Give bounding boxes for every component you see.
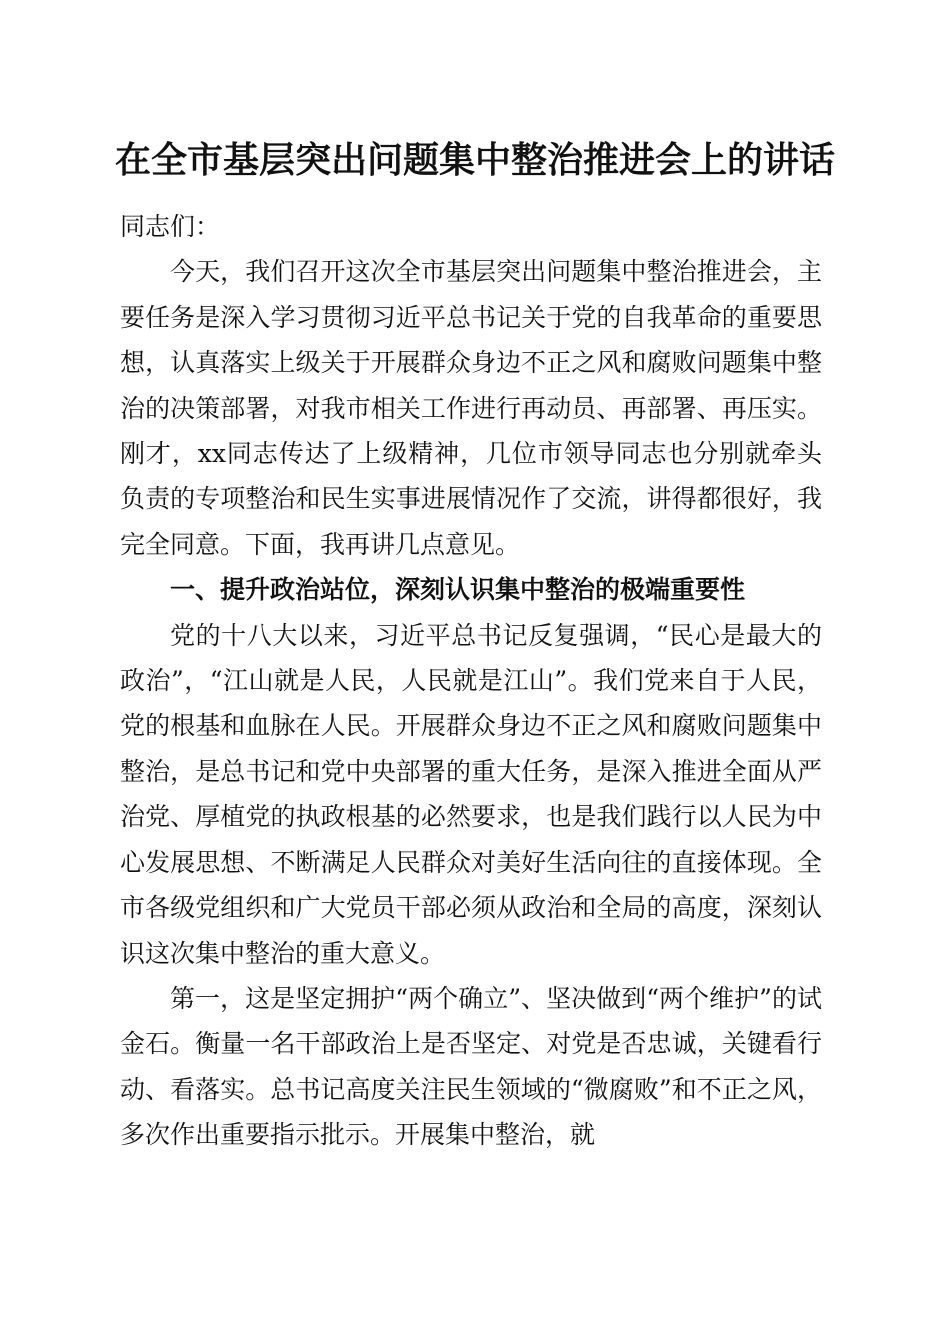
paragraph-point-1: 第一，这是坚定拥护“两个确立”、坚决做到“两个维护”的试金石。衡量一名干部政治上是否坚定、对党是否忠诚，关键看行动、看落实。总书记高度关注民生领域的“微腐败”和不正之风，多次作出重要指示批示。开展集中整治，就	[120, 983, 822, 1150]
document-title: 在全市基层突出问题集中整治推进会上的讲话	[114, 139, 835, 181]
paragraph-section-1: 党的十八大以来，习近平总书记反复强调，“民心是最大的政治”，“江山就是人民，人民就是江山”。我们党来自于人民，党的根基和血脉在人民。开展群众身边不正之风和腐败问题集中整治，是总书记和党中央部署的重大任务，是深入推进全面从严治党、厚植党的执政根基的必然要求，也是我们践行以人民为中心发展思想、不断满足人民群众对美好生活向往的直接体现。全市各级党组织和广大党员干部必须从政治和全局的高度，深刻认识这次集中整治的重大意义。	[120, 620, 822, 968]
paragraph-intro: 今天，我们召开这次全市基层突出问题集中整治推进会，主要任务是深入学习贯彻习近平总书记关于党的自我革命的重要思想，认真落实上级关于开展群众身边不正之风和腐败问题集中整治的决策部署，对我市相关工作进行再动员、再部署、再压实。刚才，xx同志传达了上级精神，几位市领导同志也分别就牵头负责的专项整治和民生实事进展情况作了交流，讲得都很好，我完全同意。下面，我再讲几点意见。	[120, 257, 822, 559]
salutation: 同志们：	[120, 212, 221, 241]
document-body	[120, 204, 822, 1158]
section-heading-1: 一、提升政治站位，深刻认识集中整治的极端重要性	[170, 575, 746, 605]
